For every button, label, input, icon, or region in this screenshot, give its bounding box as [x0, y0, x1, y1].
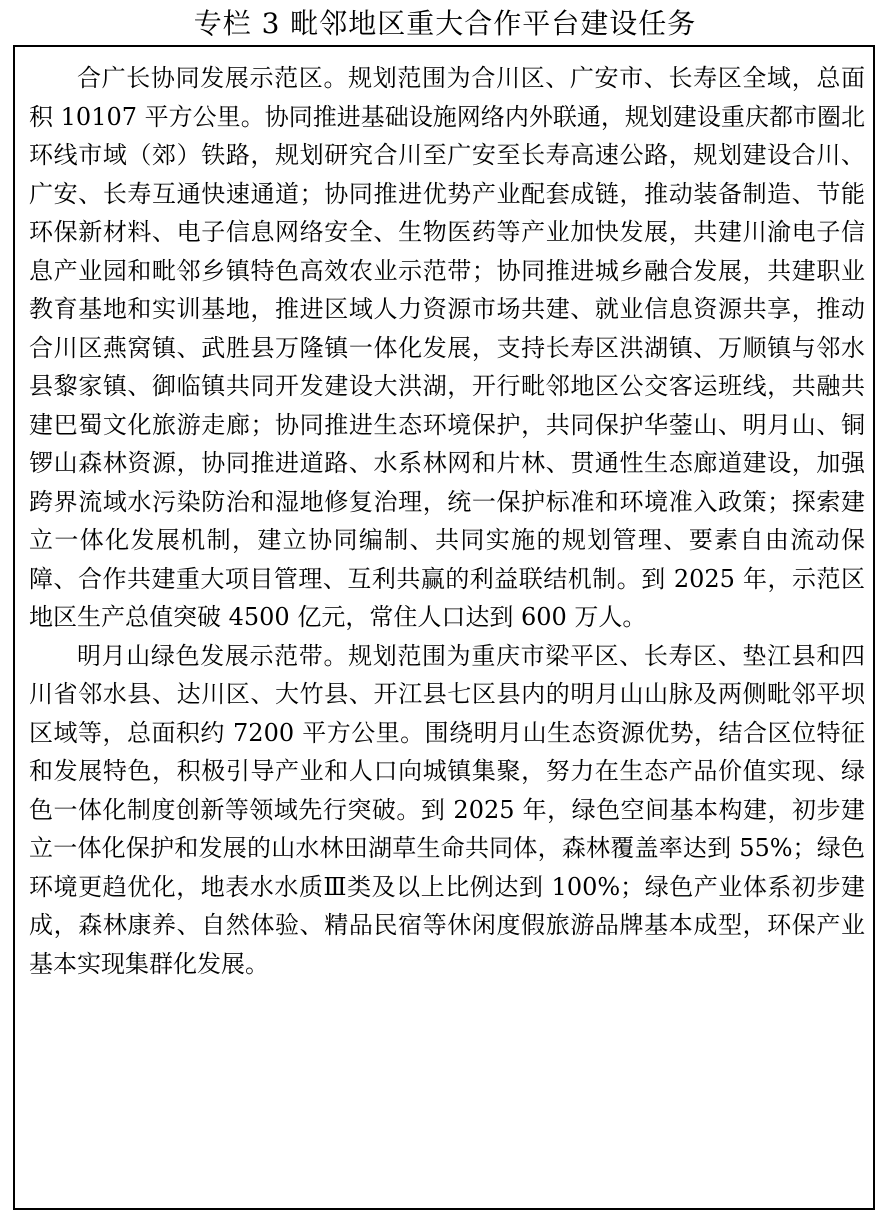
box-title: 专栏 3 毗邻地区重大合作平台建设任务 [193, 7, 697, 40]
box-content [29, 59, 865, 983]
text-box [13, 45, 875, 1210]
paragraph-hechuan-guangan-changshou: 合广长协同发展示范区。规划范围为合川区、广安市、长寿区全域，总面积 10107 平方公里。协同推进基础设施网络内外联通，规划建设重庆都市圈北环线市域（郊）铁路，规划研究合川至广安至长寿高速公路，规划建设合川、广安、长寿互通快速通道；协同推进优势产业配套成链，推动装备制造、节能环保新材料、电子信息网络安全、生物医药等产业加快发展，共建川渝电子信息产业园和毗邻乡镇特色高效农业示范带；协同推进城乡融合发展，共建职业教育基地和实训基地，推进区域人力资源市场共建、就业信息资源共享，推动合川区燕窝镇、武胜县万隆镇一体化发展，支持长寿区洪湖镇、万顺镇与邻水县黎家镇、御临镇共同开发建设大洪湖，开行毗邻地区公交客运班线，共融共建巴蜀文化旅游走廊；协同推进生态环境保护，共同保护华蓥山、明月山、铜锣山森林资源，协同推进道路、水系林网和片林、贯通性生态廊道建设，加强跨界流域水污染防治和湿地修复治理，统一保护标准和环境准入政策；探索建立一体化发展机制，建立协同编制、共同实施的规划管理、要素自由流动保障、合作共建重大项目管理、互利共赢的利益联结机制。到 2025 年，示范区地区生产总值突破 4500 亿元，常住人口达到 600 万人。 [29, 64, 865, 631]
paragraph-mingyueshan: 明月山绿色发展示范带。规划范围为重庆市梁平区、长寿区、垫江县和四川省邻水县、达川区、大竹县、开江县七区县内的明月山山脉及两侧毗邻平坝区域等，总面积约 7200 平方公里。围绕明月山生态资源优势，结合区位特征和发展特色，积极引导产业和人口向城镇集聚，努力在生态产品价值实现、绿色一体化制度创新等领域先行突破。到 2025 年，绿色空间基本构建，初步建立一体化保护和发展的山水林田湖草生命共同体，森林覆盖率达到 55%；绿色环境更趋优化，地表水水质Ⅲ类及以上比例达到 100%；绿色产业体系初步建成，森林康养、自然体验、精品民宿等休闲度假旅游品牌基本成型，环保产业基本实现集群化发展。 [29, 641, 865, 978]
